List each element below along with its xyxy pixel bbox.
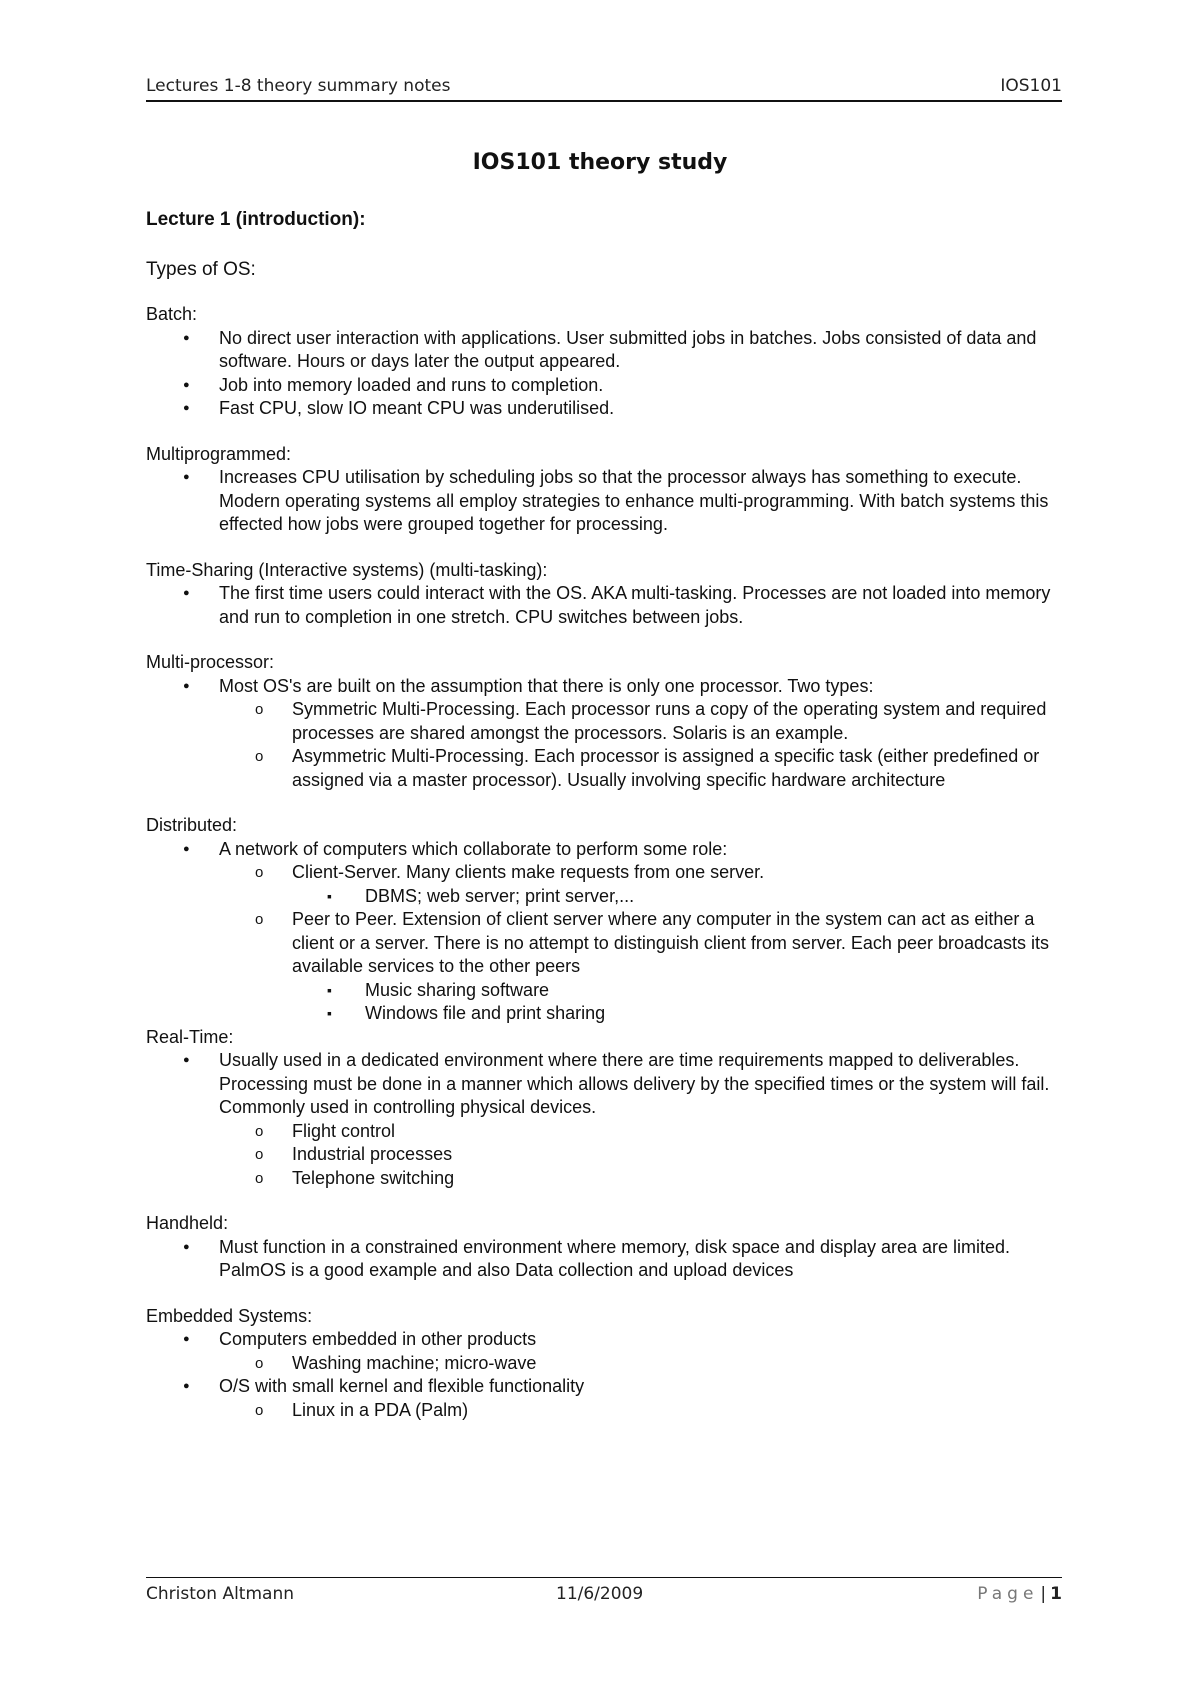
- footer-page-number: [977, 1584, 1062, 1604]
- page-number: 1: [1050, 1584, 1062, 1604]
- section-heading: Time-Sharing (Interactive systems) (multi-tasking):: [146, 559, 548, 580]
- section-distributed: [146, 814, 1066, 1026]
- sub-list: [219, 698, 1066, 792]
- document-title: IOS101 theory study: [472, 150, 728, 175]
- section-heading: Multi-processor:: [146, 652, 275, 672]
- sub-sub-list-item: ▪ DBMS; web server; print server,...: [292, 885, 1066, 909]
- sub-sub-list: [292, 979, 1066, 1026]
- bullet-list: [146, 582, 1066, 629]
- section-heading: Batch:: [146, 304, 198, 324]
- sub-list-item: [219, 908, 1066, 1026]
- section-multiprocessor: [146, 651, 1066, 792]
- header-rule: [146, 100, 1062, 102]
- section-heading: Real-Time:: [146, 1026, 234, 1047]
- footer-rule: [146, 1577, 1062, 1578]
- section-heading: Handheld:: [146, 1213, 229, 1233]
- section-handheld: [146, 1212, 1066, 1283]
- sub-list: [219, 1399, 1066, 1423]
- page-header: [146, 76, 1062, 102]
- section-heading: Multiprogrammed:: [146, 443, 292, 464]
- list-item: ● Fast CPU, slow IO meant CPU was underutilised.: [146, 397, 1066, 421]
- list-item: ● No direct user interaction with applications. User submitted jobs in batches. Jobs consisted of data and software. Hours or days later the output appeared.: [146, 327, 1066, 374]
- list-item: [146, 1375, 1066, 1422]
- list-item-text: Most OS's are built on the assumption that there is only one processor. Two types:: [219, 675, 874, 696]
- sub-list: [219, 861, 1066, 1026]
- section-multiprogrammed: [146, 443, 1066, 537]
- list-item: ● The first time users could interact with the OS. AKA multi-tasking. Processes are not loaded into memory and run to completion in one stretch. CPU switches between jobs.: [146, 582, 1066, 629]
- bullet-list: [146, 327, 1066, 421]
- bullet-list: [146, 466, 1066, 537]
- footer-date: 11/6/2009: [556, 1584, 644, 1604]
- bullet-list: [146, 1236, 1066, 1283]
- list-item: ● Job into memory loaded and runs to completion.: [146, 374, 1066, 398]
- list-item: ● Must function in a constrained environment where memory, disk space and display area are limited. PalmOS is a good example and also Data collection and upload devices: [146, 1236, 1066, 1283]
- document-body: [146, 208, 1066, 1444]
- page-footer: [146, 1584, 1062, 1610]
- list-item: [146, 675, 1066, 793]
- sub-list-item: o Flight control: [219, 1120, 1066, 1144]
- intro-text: Types of OS:: [146, 258, 256, 280]
- list-item-text: O/S with small kernel and flexible functionality: [219, 1376, 585, 1396]
- header-left-text: Lectures 1-8 theory summary notes: [146, 76, 451, 96]
- sub-list: [219, 1120, 1066, 1191]
- sub-list-item: o Asymmetric Multi-Processing. Each processor is assigned a specific task (either predefined or assigned via a master processor). Usually involving specific hardware architecture: [219, 745, 1066, 792]
- section-embedded: [146, 1305, 1066, 1423]
- section-realtime: [146, 1026, 1066, 1191]
- bullet-list: [146, 1049, 1066, 1190]
- sub-sub-list: [292, 885, 1066, 909]
- footer-author: Christon Altmann: [146, 1584, 295, 1604]
- list-item: ● Increases CPU utilisation by scheduling jobs so that the processor always has something to execute. Modern operating systems all employ strategies to enhance multi-programming. With batch systems this effected how jobs were grouped together for processing.: [146, 466, 1066, 537]
- sub-list-item: o Telephone switching: [219, 1167, 1066, 1191]
- section-timesharing: [146, 559, 1066, 630]
- list-item: [146, 1049, 1066, 1190]
- sub-list-item: o Linux in a PDA (Palm): [219, 1399, 1066, 1423]
- list-item-text: Usually used in a dedicated environment where there are time requirements mapped to deliverables. Processing must be done in a manner which allows delivery by the specified times or the system will fail. Commonly used in controlling physical devices.: [219, 1050, 1050, 1117]
- section-heading: Embedded Systems:: [146, 1305, 313, 1326]
- list-item-text: A network of computers which collaborate to perform some role:: [219, 838, 728, 859]
- bullet-list: [146, 675, 1066, 793]
- section-batch: [146, 303, 1066, 421]
- footer-page-word: Page: [977, 1584, 1039, 1604]
- footer-separator: |: [1040, 1584, 1047, 1604]
- sub-list-item-text: Client-Server. Many clients make requests from one server.: [292, 862, 765, 882]
- lecture-heading: Lecture 1 (introduction):: [146, 209, 366, 230]
- sub-list: [219, 1352, 1066, 1376]
- bullet-list: [146, 1328, 1066, 1422]
- sub-list-item: [219, 861, 1066, 908]
- sub-sub-list-item: ▪ Music sharing software: [292, 979, 1066, 1003]
- bullet-list: [146, 838, 1066, 1026]
- list-item: [146, 838, 1066, 1026]
- list-item-text: Computers embedded in other products: [219, 1329, 537, 1349]
- sub-list-item: o Washing machine; micro-wave: [219, 1352, 1066, 1376]
- section-heading: Distributed:: [146, 815, 238, 835]
- list-item: [146, 1328, 1066, 1375]
- header-right-text: IOS101: [1000, 76, 1062, 96]
- sub-list-item: o Industrial processes: [219, 1143, 1066, 1167]
- sub-list-item: o Symmetric Multi-Processing. Each processor runs a copy of the operating system and required processes are shared amongst the processors. Solaris is an example.: [219, 698, 1066, 745]
- sub-sub-list-item: ▪ Windows file and print sharing: [292, 1002, 1066, 1026]
- sub-list-item-text: Peer to Peer. Extension of client server where any computer in the system can act as either a client or a server. There is no attempt to distinguish client from server. Each peer broadcasts its available services to the other peers: [292, 909, 1050, 976]
